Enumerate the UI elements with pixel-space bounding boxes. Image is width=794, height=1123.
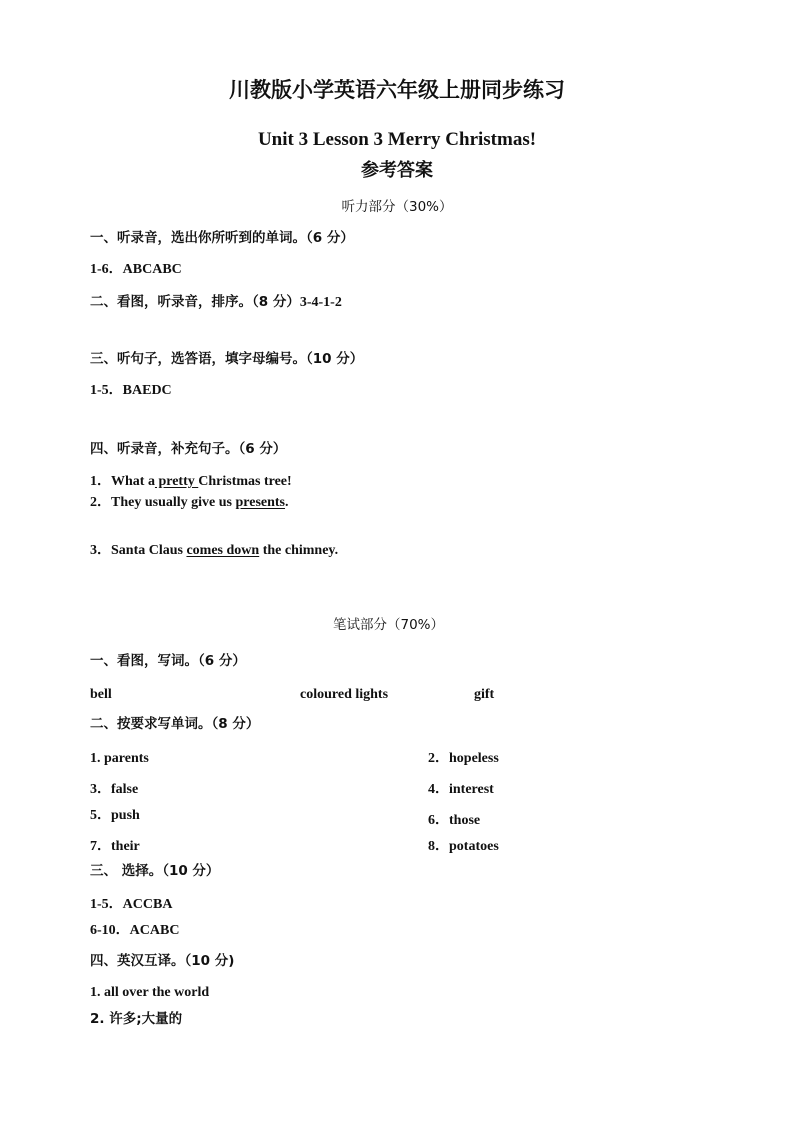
page-title-chinese: 川教版小学英语六年级上册同步练习	[229, 78, 565, 102]
written-q2-item-6: 6．those	[428, 813, 481, 828]
written-q2-item-3: 3．false	[90, 782, 139, 797]
sentence-3-suffix: the chimney.	[259, 543, 339, 558]
written-q2-item-4: 4．interest	[428, 782, 494, 797]
listening-q4-sentence-3	[90, 544, 338, 558]
written-q2-item-7: 7．their	[90, 839, 140, 854]
listening-q1-title: 一、听录音，选出你所听到的单词。（6 分）	[90, 230, 354, 246]
listening-q1-answer: 1-6．ABCABC	[90, 262, 182, 277]
listening-q3-answer: 1-5．BAEDC	[90, 383, 172, 398]
written-q2-item-1: 1. parents	[90, 751, 149, 766]
listening-q2-title: 二、看图，听录音，排序。（8 分）	[90, 294, 300, 310]
listening-q2-row	[90, 294, 342, 310]
sentence-3-prefix: 3．Santa Claus	[90, 543, 187, 558]
listening-q2-answer: 3-4-1-2	[299, 295, 342, 310]
page-subtitle: 参考答案	[361, 160, 433, 181]
sentence-2-blank: presents	[235, 495, 286, 510]
listening-q4-sentence-1	[90, 475, 292, 489]
written-q4-answer-2: 2. 许多;大量的	[90, 1011, 183, 1027]
written-q2-title: 二、按要求写单词。（8 分）	[90, 716, 260, 732]
page-title-english: Unit 3 Lesson 3 Merry Christmas!	[257, 129, 537, 150]
listening-q4-title: 四、听录音，补充句子。（6 分）	[90, 441, 287, 457]
written-q4-answer-1: 1. all over the world	[90, 985, 210, 1000]
written-section-heading: 笔试部分（70%）	[333, 617, 445, 633]
written-q3-title: 三、 选择。（10 分）	[90, 863, 220, 879]
written-q2-item-5: 5．push	[90, 808, 140, 823]
listening-q4-sentence-2	[90, 496, 289, 510]
sentence-2-suffix: .	[285, 495, 289, 510]
sentence-3-blank: comes down	[186, 543, 260, 558]
written-q2-item-2: 2．hopeless	[428, 751, 499, 766]
sentence-2-prefix: 2．They usually give us	[90, 495, 236, 510]
written-q3-answer-2: 6-10．ACABC	[90, 923, 180, 938]
listening-section-heading: 听力部分（30%）	[341, 199, 453, 215]
written-q1-title: 一、看图，写词。（6 分）	[90, 653, 246, 669]
written-q1-word-1: bell	[90, 687, 112, 702]
listening-q3-title: 三、听句子，选答语，填字母编号。（10 分）	[90, 351, 364, 367]
written-q3-answer-1: 1-5．ACCBA	[90, 897, 173, 912]
sentence-1-prefix: 1．What a	[90, 474, 155, 489]
written-q1-word-2: coloured lights	[300, 687, 389, 702]
sentence-1-blank: pretty	[154, 474, 199, 489]
written-q4-title: 四、英汉互译。（10 分)	[90, 953, 235, 969]
sentence-1-suffix: Christmas tree!	[198, 474, 292, 489]
written-q2-item-8: 8．potatoes	[428, 839, 499, 854]
written-q1-word-3: gift	[474, 687, 495, 702]
